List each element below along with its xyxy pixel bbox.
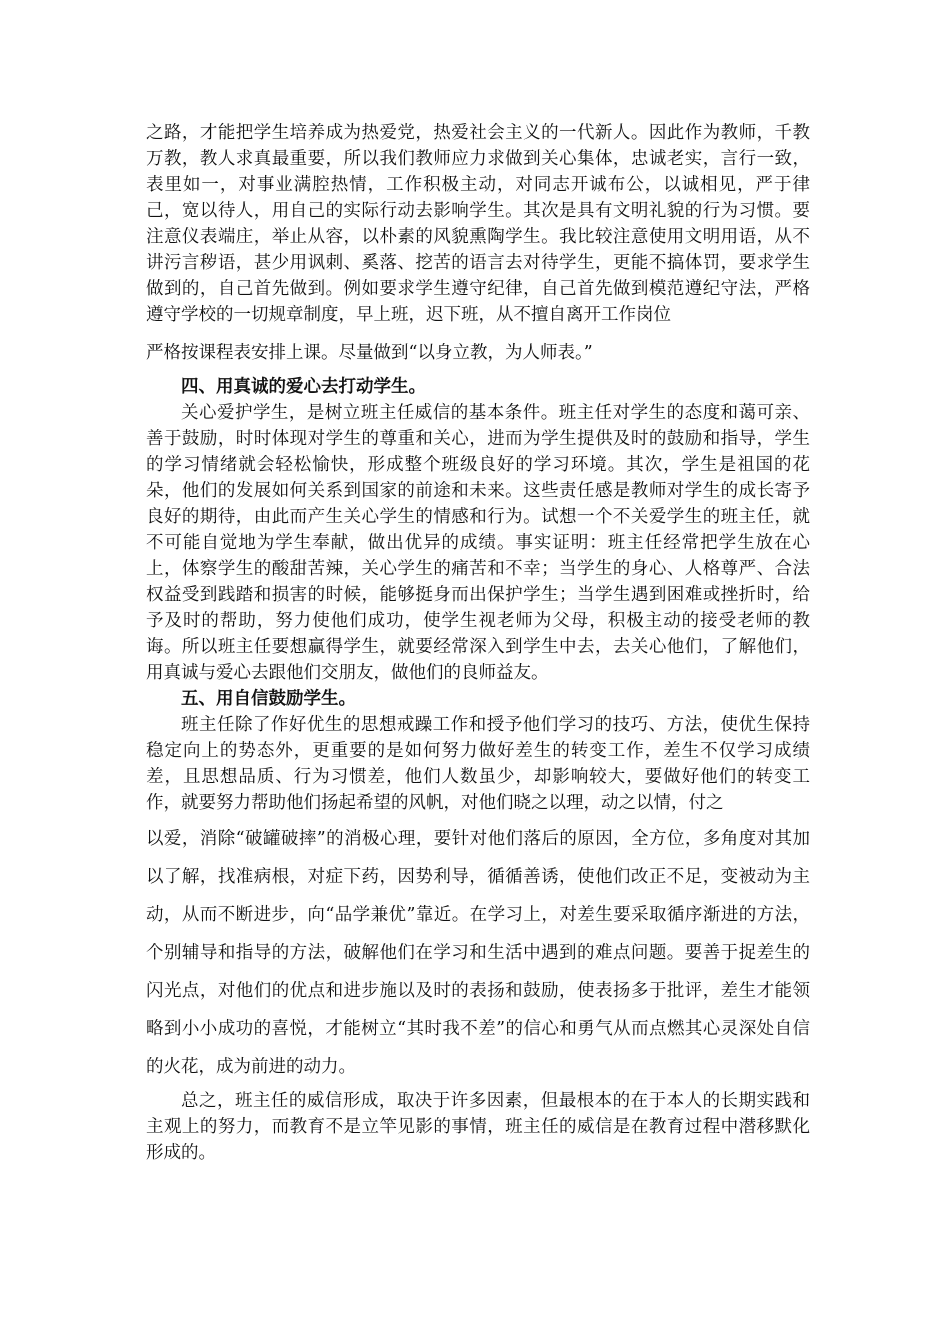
paragraph-confidence-a: 班主任除了作好优生的思想戒躁工作和授予他们学习的技巧、方法，使优生保持稳定向上的势态外，更重要的是如何努力做好差生的转变工作，差生不仅学习成绩差，且思想品质、行为习惯差，他们人数虽少，却影响较大，要做好他们的转变工作，就要努力帮助他们扬起希望的风帆，对他们晓之以理，动之以情，付之 xyxy=(146,715,810,813)
paragraph-confidence-b: 以爱，消除“破罐破摔”的消极心理，要针对他们落后的原因，全方位，多角度对其加以了解，找准病根，对症下药，因势利导，循循善诱，使他们改正不足，变被动为主动，从而不断进步，向“品学兼优”靠近。在学习上，对差生要采取循序渐进的方法，个别辅导和指导的方法，破解他们在学习和生活中遇到的难点问题。要善于捉差生的闪光点，对他们的优点和进步施以及时的表扬和鼓励，使表扬多于批评，差生才能领略到小小成功的喜悦，才能树立“其时我不差”的信心和勇气从而点燃其心灵深处自信的火花，成为前进的动力。 xyxy=(146,829,810,1077)
paragraph-caring: 关心爱护学生，是树立班主任威信的基本条件。班主任对学生的态度和蔼可亲、善于鼓励，时时体现对学生的尊重和关心，进而为学生提供及时的鼓励和指导，学生的学习情绪就会轻松愉快，形成整个班级良好的学习环境。其次，学生是祖国的花朵，他们的发展如何关系到国家的前途和未来。这些责任感是教师对学生的成长寄予良好的期待，由此而产生关心学生的情感和行为。试想一个不关爱学生的班主任，就不可能自觉地为学生奉献，做出优异的成绩。事实证明：班主任经常把学生放在心上，体察学生的酸甜苦辣，关心学生的痛苦和不幸；当学生的身心、人格尊严、合法权益受到践踏和损害的时候，能够挺身而出保护学生；当学生遇到困难或挫折时，给予及时的帮助，努力使他们成功，使学生视老师为父母，积极主动的接受老师的教诲。所以班主任要想赢得学生，就要经常深入到学生中去，去关心他们，了解他们，用真诚与爱心去跟他们交朋友，做他们的良师益友。 xyxy=(146,403,810,683)
section-heading-5: 五、用自信鼓励学生。 xyxy=(181,689,356,709)
paragraph-conclusion: 总之，班主任的威信形成，取决于许多因素，但最根本的在于本人的长期实践和主观上的努力，而教育不是立竿见影的事情，班主任的威信是在教育过程中潜移默化形成的。 xyxy=(146,1091,810,1163)
paragraph-role-model: 之路，才能把学生培养成为热爱党，热爱社会主义的一代新人。因此作为教师，千教万教，教人求真最重要，所以我们教师应力求做到关心集体，忠诚老实，言行一致，表里如一，对事业满腔热情，工作积极主动，对同志开诚布公，以诚相见，严于律己，宽以待人，用自己的实际行动去影响学生。其次是具有文明礼貌的行为习惯。要注意仪表端庄，举止从容，以朴素的风貌熏陶学生。我比较注意使用文明用语，从不讲污言秽语，甚少用讽刺、奚落、挖苦的语言去对待学生，更能不搞体罚，要求学生做到的，自己首先做到。例如要求学生遵守纪律，自己首先做到模范遵纪守法，严格遵守学校的一切规章制度，早上班，迟下班，从不擅自离开工作岗位 xyxy=(146,123,810,325)
paragraph-role-model-tail: 严格按课程表安排上课。尽量做到“以身立教，为人师表。” xyxy=(146,343,593,363)
document-body xyxy=(146,120,810,1166)
section-heading-4: 四、用真诚的爱心去打动学生。 xyxy=(181,377,426,397)
